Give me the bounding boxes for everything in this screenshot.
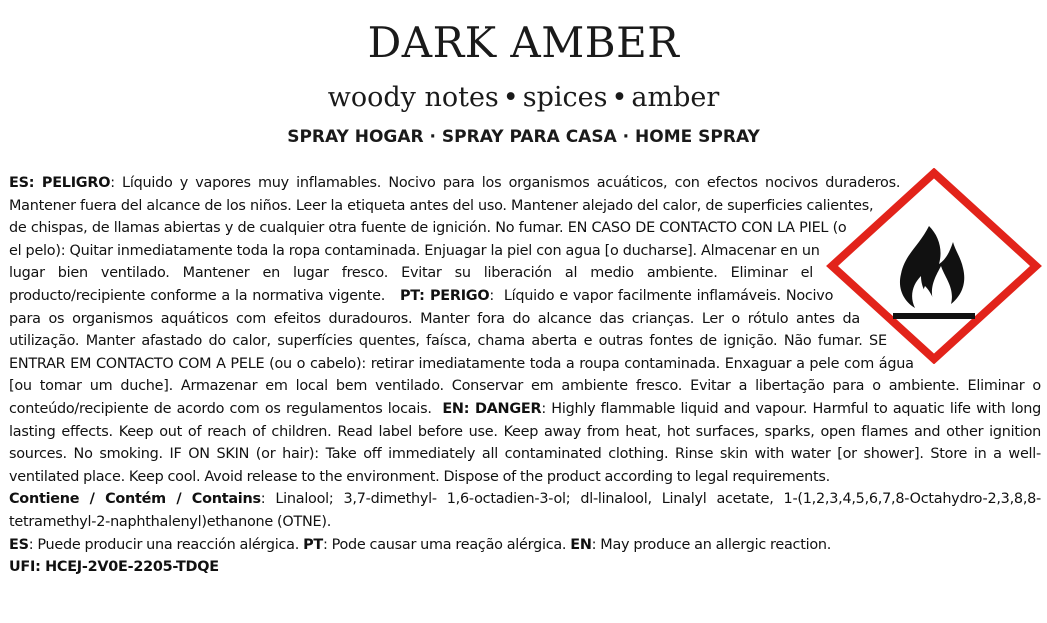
es-signal-word: PELIGRO bbox=[41, 175, 111, 191]
allergy-pt-code: PT bbox=[303, 536, 323, 553]
allergy-es-text: Puede producir una reacción alérgica. bbox=[37, 536, 300, 553]
allergy-en-code: EN bbox=[570, 536, 592, 553]
allergy-pt-text: Pode causar uma reação alérgica. bbox=[331, 536, 567, 553]
safety-label-text: ES: PELIGRO: Líquido y vapores muy inflamables. Nocivo para los organismos acuáticos, con efectos nocivos duraderos. Mantener fuera del alcance de los niños. Leer la etiqueta antes del uso. Mantener alejado del calor, de superficies calientes, de chispas, de llamas abiertas y de cualquier otra fuente de ignición. No fumar. EN CASO DE CONTACTO CON LA PIEL (o el pelo): Quitar inmediatamente toda la ropa contaminada. Enjuagar la piel con agua [o ducharse]. Almacenar en un lugar bien ventilado. Mantener en lugar fresco. Evitar su liberación al medio ambiente. Eliminar el producto/recipiente conforme a la normativa vigente. PT: PERIGO: Líquido e vapor facilmente inflamáveis. Nocivo para os organismos aquáticos com efeitos duradouros. Manter fora do alcance das crianças. Ler o rótulo antes da utilização. Manter afastado do calor, superfícies quentes, faísca, chama aberta e outras fontes de ignição. Não fumar. SE ENTRAR EM CONTACTO COM A PELE (ou o cabelo): retirar imediatamente toda a roupa contaminada. Enxaguar a pele com água [ou tomar um duche]. Armazenar em local bem ventilado. Conservar em ambiente fresco. Evitar a libertação para o ambiente. Eliminar o conteúdo/recipiente de acordo com os regulamentos locais. EN: DANGER: Highly flammable liquid and vapour. Harmful to aquatic life with long lasting effects. Keep out of reach of children. Read label before use. Keep away from heat, hot surfaces, sparks, open flames and other ignition sources. No smoking. IF ON SKIN (or hair): Take off immediately all contaminated clothing. Rinse skin with water [or shower]. Store in a well-ventilated place. Keep cool. Avoid release to the environment. Dispose of the product according to legal requirements. Contiene / Contém / Contains: Linalool; 3,7-dimethyl- 1,6-octadien-3-ol; dl-linalool, Linalyl acetate, 1-(1,2,3,4,5,6,7,8-Octahydro-2,3,8,8-tetramethyl-2-naphthalenyl)ethanone (OTNE). ES: Puede producir una reacción alérgica. PT: Pode causar uma reação alérgica. EN: May produce an allergic reaction. UFI: HCEJ-2V0E-2205-TDQE bbox=[9, 172, 1041, 579]
note-spices: spices bbox=[522, 82, 608, 113]
allergy-es-code: ES bbox=[9, 536, 29, 553]
en-signal-word: DANGER bbox=[474, 400, 542, 417]
en-hazard-text: Highly flammable liquid and vapour. Harmful to aquatic life with long lasting effects. Keep out of reach of children. Read label before use. Keep away from heat, hot surfaces, sparks, open flames and other ignition sources. No smoking. IF ON SKIN (or hair): Take off immediately all contaminated clothing. Rinse skin with water [or shower]. Store in a well-ventilated place. Keep cool. Avoid release to the environment. Dispose of the product according to legal requirements. bbox=[9, 400, 1042, 485]
en-language-code: EN bbox=[442, 400, 464, 417]
ufi-code: HCEJ-2V0E-2205-TDQE bbox=[45, 559, 219, 576]
contains-line: Contiene / Contém / Contains: Linalool; 3,7-dimethyl- 1,6-octadien-3-ol; dl-linalool, Linalyl acetate, 1-(1,2,3,4,5,6,7,8-Octahydro-2,3,8,8-tetramethyl-2-naphthalenyl)ethanone (OTNE). bbox=[9, 491, 1041, 530]
pt-signal-word: PERIGO bbox=[429, 287, 490, 304]
scent-notes bbox=[0, 82, 1047, 113]
ufi-label: UFI bbox=[9, 559, 36, 576]
pt-hazard-text: Líquido e vapor facilmente inflamáveis. Nocivo para os organismos aquáticos com efeitos duradouros. Manter fora do alcance das crianças. Ler o rótulo antes da utilização. Manter afastado do calor, superfícies quentes, faísca, chama aberta e outras fontes de ignição. Não fumar. SE ENTRAR EM CONTACTO COM A PELE (ou o cabelo): retirar imediatamente toda a roupa contaminada. Enxaguar a pele com água [ou tomar um duche]. Armazenar em local bem ventilado. Conservar em ambiente fresco. Evitar a libertação para o ambiente. Eliminar o conteúdo/recipiente de acordo com os regulamentos locais. bbox=[9, 287, 1041, 417]
es-language-code: ES: bbox=[9, 175, 42, 191]
contains-label: Contiene / Contém / Contains bbox=[9, 491, 261, 508]
contains-text: Linalool; 3,7-dimethyl- 1,6-octadien-3-ol; dl-linalool, Linalyl acetate, 1-(1,2,3,4,5,6,7,8-Octahydro-2,3,8,8-tetramethyl-2-naphthalenyl)ethanone (OTNE). bbox=[9, 491, 1041, 530]
note-separator: • bbox=[611, 82, 628, 113]
product-type: SPRAY HOGAR · SPRAY PARA CASA · HOME SPRAY bbox=[287, 127, 760, 147]
allergy-line: ES: Puede producir una reacción alérgica. PT: Pode causar uma reação alérgica. EN: May produce an allergic reaction. bbox=[9, 536, 832, 553]
ufi-line: UFI: HCEJ-2V0E-2205-TDQE bbox=[9, 559, 219, 576]
note-separator: • bbox=[502, 82, 519, 113]
note-amber: amber bbox=[631, 82, 720, 113]
product-title: DARK AMBER bbox=[367, 18, 680, 67]
note-woody: woody notes bbox=[327, 82, 499, 113]
es-hazard-text: Líquido y vapores muy inflamables. Nocivo para los organismos acuáticos, con efectos nocivos duraderos. Mantener fuera del alcance de los niños. Leer la etiqueta antes del uso. Mantener alejado del calor, de superficies calientes, de chispas, de llamas abiertas y de cualquier otra fuente de ignición. No fumar. EN CASO DE CONTACTO CON LA PIEL (o el pelo): Quitar inmediatamente toda la ropa contaminada. Enjuagar la piel con agua [o ducharse]. Almacenar en un lugar bien ventilado. Mantener en lugar fresco. Evitar su liberación al medio ambiente. Eliminar el producto/recipiente conforme a la normativa vigente. bbox=[9, 175, 901, 304]
allergy-en-text: May produce an allergic reaction. bbox=[600, 536, 832, 553]
pt-language-code: PT bbox=[399, 287, 420, 304]
